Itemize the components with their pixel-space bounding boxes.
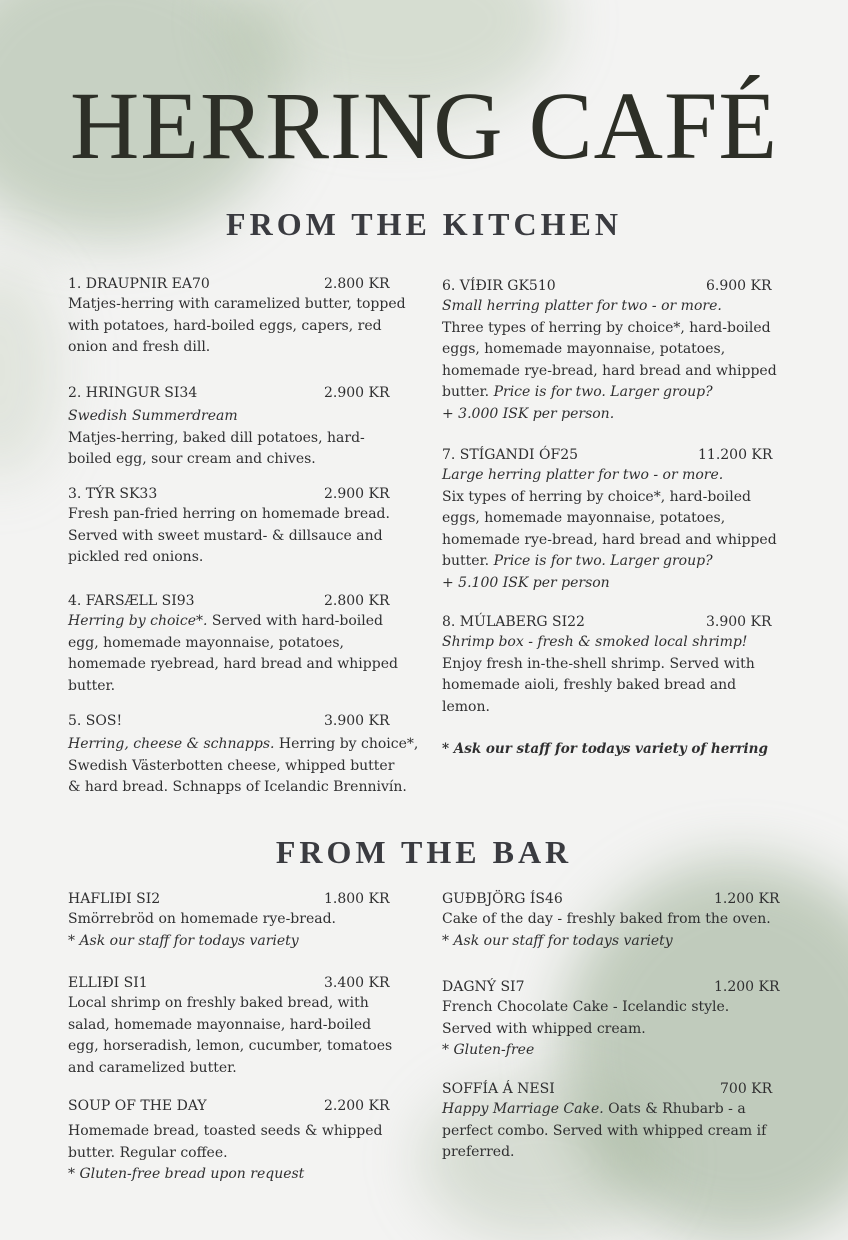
item-description: butter. bbox=[68, 677, 116, 694]
item-description: egg, homemade mayonnaise, potatoes, bbox=[68, 634, 344, 651]
item-name: DAGNÝ SI7 bbox=[442, 979, 525, 995]
item-price: 2.200 KR bbox=[324, 1098, 390, 1114]
item-description: homemade rye-bread, hard bread and whipped bbox=[442, 531, 777, 548]
item-description: Homemade bread, toasted seeds & whipped bbox=[68, 1123, 383, 1139]
item-description: Swedish Västerbotten cheese, whipped butter bbox=[68, 757, 395, 774]
item-description: Fresh pan-fried herring on homemade bread. bbox=[68, 506, 390, 522]
item-description: Served with whipped cream. bbox=[442, 1020, 646, 1037]
item-price: 3.400 KR bbox=[324, 975, 390, 991]
item-description: homemade ryebread, hard bread and whipped bbox=[68, 656, 398, 673]
item-description-first bbox=[68, 734, 419, 756]
menu-item-haflidi bbox=[68, 889, 408, 952]
item-description: pickled red onions. bbox=[68, 549, 204, 566]
item-lead-rest: Herring by choice*, bbox=[274, 736, 419, 752]
bar-heading: FROM THE BAR bbox=[275, 834, 573, 870]
item-name: GUÐBJÖRG ÍS46 bbox=[442, 891, 563, 907]
item-description: preferred. bbox=[442, 1144, 515, 1161]
item-description: boiled egg, sour cream and chives. bbox=[68, 451, 316, 468]
item-description: lemon. bbox=[442, 698, 490, 715]
item-footnote: * Ask our staff for todays variety bbox=[442, 932, 673, 949]
menu-item-draupnir bbox=[68, 274, 408, 359]
item-name: 5. SOS! bbox=[68, 713, 123, 729]
item-description: and caramelized butter. bbox=[68, 1059, 237, 1076]
item-description: & hard bread. Schnapps of Icelandic Brennivín. bbox=[68, 779, 407, 796]
item-description: Matjes-herring with caramelized butter, topped bbox=[68, 296, 406, 312]
item-description: Served with sweet mustard- & dillsauce and bbox=[68, 527, 383, 544]
item-lead: Herring by choice*. bbox=[68, 613, 208, 629]
item-description: French Chocolate Cake - Icelandic style. bbox=[442, 999, 730, 1015]
item-description: eggs, homemade mayonnaise, potatoes, bbox=[442, 510, 726, 527]
item-description: homemade aioli, freshly baked bread and bbox=[442, 677, 737, 694]
item-name: 1. DRAUPNIR EA70 bbox=[68, 276, 210, 292]
item-price: 2.800 KR bbox=[324, 593, 390, 609]
item-name: 8. MÚLABERG SI22 bbox=[442, 614, 585, 630]
item-description: perfect combo. Served with whipped cream if bbox=[442, 1122, 767, 1139]
item-description: Matjes-herring, baked dill potatoes, hard- bbox=[68, 429, 365, 446]
item-name: 4. FARSÆLL SI93 bbox=[68, 593, 195, 609]
item-subtitle: Small herring platter for two - or more. bbox=[442, 298, 722, 314]
item-description: Six types of herring by choice*, hard-boiled bbox=[442, 488, 751, 505]
item-last-plain: butter. bbox=[442, 384, 494, 401]
item-description: egg, horseradish, lemon, cucumber, tomatoes bbox=[68, 1038, 393, 1055]
item-price: 3.900 KR bbox=[706, 614, 772, 630]
menu-item-sos bbox=[68, 711, 419, 799]
item-extra: + 5.100 ISK per person bbox=[442, 574, 610, 591]
item-price: 3.900 KR bbox=[324, 713, 390, 729]
item-description-last bbox=[442, 382, 782, 404]
menu-item-stigandi bbox=[442, 445, 782, 595]
item-description: Cake of the day - freshly baked from the oven. bbox=[442, 911, 771, 927]
item-name: 2. HRINGUR SI34 bbox=[68, 385, 198, 401]
item-description: with potatoes, hard-boiled eggs, capers, red bbox=[68, 317, 382, 334]
item-price: 1.800 KR bbox=[324, 891, 390, 907]
menu-item-ellidi bbox=[68, 973, 408, 1079]
item-description: eggs, homemade mayonnaise, potatoes, bbox=[442, 341, 726, 358]
item-description: salad, homemade mayonnaise, hard-boiled bbox=[68, 1016, 372, 1033]
herring-variety-note: * Ask our staff for todays variety of herring bbox=[442, 741, 768, 757]
item-last-plain: butter. bbox=[442, 553, 494, 570]
item-price: 1.200 KR bbox=[714, 979, 780, 995]
item-footnote: * Gluten-free bread upon request bbox=[68, 1166, 305, 1183]
item-name: 3. TÝR SK33 bbox=[68, 486, 158, 502]
item-price: 2.900 KR bbox=[324, 486, 390, 502]
menu-item-vidir bbox=[442, 276, 782, 426]
item-price: 2.900 KR bbox=[324, 385, 390, 401]
item-description: Smörrebröd on homemade rye-bread. bbox=[68, 911, 336, 927]
item-description: homemade rye-bread, hard bread and whipped bbox=[442, 362, 777, 379]
menu-item-mulaberg bbox=[442, 612, 782, 718]
item-extra: + 3.000 ISK per person. bbox=[442, 405, 615, 422]
item-last-italic: Price is for two. Larger group? bbox=[493, 384, 713, 401]
kitchen-heading: FROM THE KITCHEN bbox=[226, 206, 622, 242]
item-description: Three types of herring by choice*, hard-boiled bbox=[442, 319, 771, 336]
item-price: 11.200 KR bbox=[698, 447, 773, 463]
item-subtitle: Large herring platter for two - or more. bbox=[442, 467, 724, 483]
item-lead-rest: Served with hard-boiled bbox=[207, 613, 383, 629]
menu-item-soup bbox=[68, 1096, 408, 1186]
menu-item-soffia bbox=[442, 1079, 782, 1164]
item-lead-rest: Oats & Rhubarb - a bbox=[603, 1101, 746, 1117]
item-last-italic: Price is for two. Larger group? bbox=[493, 553, 713, 570]
cafe-title: HERRING CAFÉ bbox=[69, 72, 779, 179]
menu-item-tyr bbox=[68, 484, 408, 569]
item-price: 700 KR bbox=[720, 1081, 773, 1097]
item-price: 1.200 KR bbox=[714, 891, 780, 907]
item-price: 2.800 KR bbox=[324, 276, 390, 292]
item-subtitle: Swedish Summerdream bbox=[68, 408, 238, 424]
item-description-last bbox=[442, 551, 782, 573]
item-lead: Happy Marriage Cake. bbox=[442, 1101, 604, 1117]
item-lead: Herring, cheese & schnapps. bbox=[68, 736, 275, 752]
item-description-first bbox=[442, 1099, 782, 1121]
item-description-first bbox=[68, 611, 408, 633]
item-name: SOFFÍA Á NESI bbox=[442, 1081, 555, 1097]
item-subtitle: Shrimp box - fresh & smoked local shrimp! bbox=[442, 634, 748, 650]
item-name: 6. VÍÐIR GK510 bbox=[442, 278, 556, 294]
item-name: ELLIÐI SI1 bbox=[68, 975, 148, 991]
menu-item-gudbjorg bbox=[442, 889, 782, 952]
item-footnote: * Ask our staff for todays variety bbox=[68, 932, 299, 949]
item-name: SOUP OF THE DAY bbox=[68, 1098, 207, 1114]
item-description: onion and fresh dill. bbox=[68, 339, 211, 356]
menu-item-dagny bbox=[442, 977, 782, 1062]
item-footnote: * Gluten-free bbox=[442, 1042, 535, 1059]
item-description: Local shrimp on freshly baked bread, with bbox=[68, 995, 369, 1011]
item-price: 6.900 KR bbox=[706, 278, 772, 294]
menu-item-farsaell bbox=[68, 591, 408, 697]
item-name: HAFLIÐI SI2 bbox=[68, 891, 161, 907]
item-description: Enjoy fresh in-the-shell shrimp. Served with bbox=[442, 655, 755, 672]
item-name: 7. STÍGANDI ÓF25 bbox=[442, 447, 579, 463]
menu-item-hringur bbox=[68, 383, 408, 471]
item-description: butter. Regular coffee. bbox=[68, 1144, 228, 1161]
